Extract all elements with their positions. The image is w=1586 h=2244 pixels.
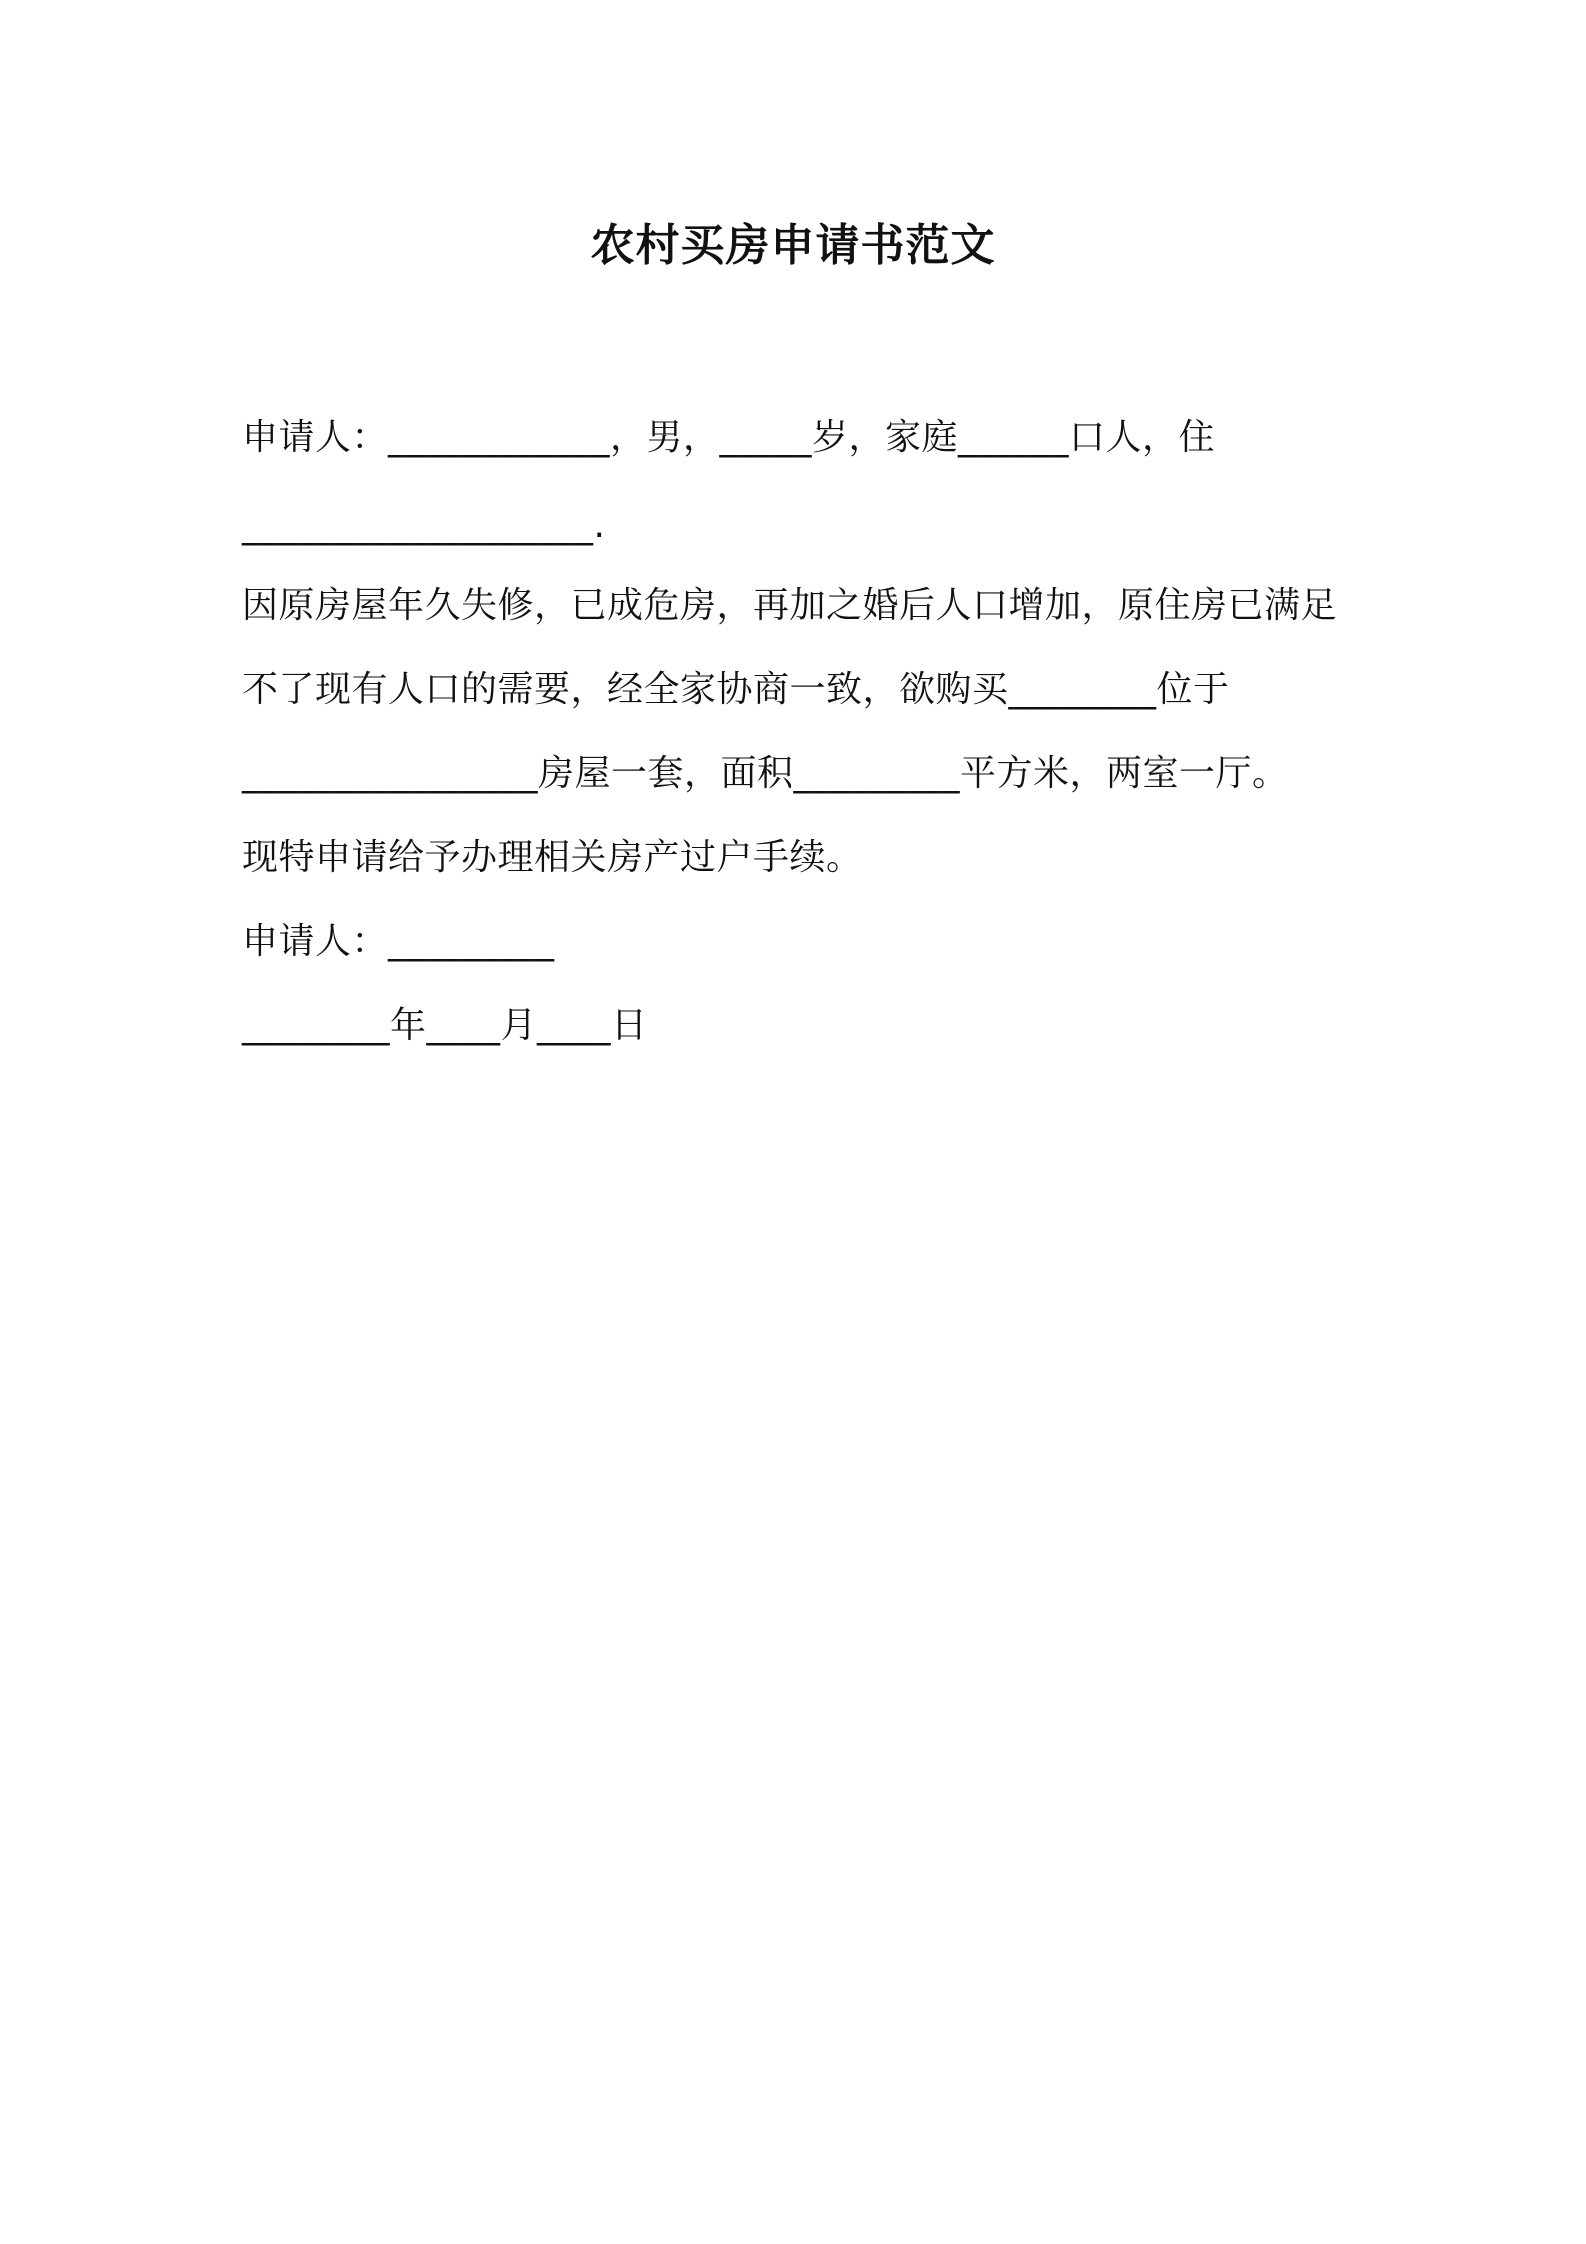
body-paragraph-line-3: ________________房屋一套，面积_________平方米，两室一厅。 xyxy=(242,753,1289,794)
address-blank-line: ___________________. xyxy=(242,505,606,546)
signature-line: 申请人：_________ xyxy=(242,921,555,962)
date-line: ________年____月____日 xyxy=(242,1005,648,1046)
document-title: 农村买房申请书范文 xyxy=(590,220,996,271)
body-paragraph-line-2: 不了现有人口的需要，经全家协商一致，欲购买________位于 xyxy=(242,669,1230,710)
body-paragraph-line-4: 现特申请给予办理相关房产过户手续。 xyxy=(242,837,863,878)
body-paragraph-line-1: 因原房屋年久失修，已成危房，再加之婚后人口增加，原住房已满足 xyxy=(242,585,1338,626)
applicant-info-line: 申请人：____________，男，_____岁，家庭______口人，住 xyxy=(242,417,1216,458)
